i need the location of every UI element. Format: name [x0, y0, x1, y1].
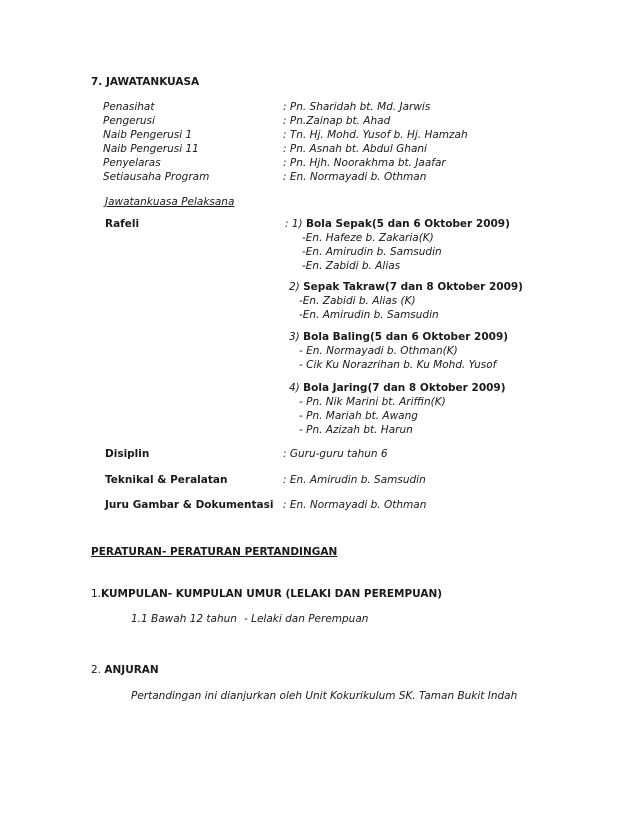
- event-title: Bola Jaring(7 dan 8 Oktober 2009): [303, 382, 506, 394]
- section-heading: 7. JAWATANKUASA: [91, 76, 200, 88]
- rule-number: 1.: [91, 588, 102, 600]
- event-member: - Cik Ku Norazrihan b. Ku Mohd. Yusof: [299, 359, 497, 371]
- event-item: [285, 218, 510, 231]
- committee-role: Disiplin: [105, 448, 150, 460]
- event-member: -En. Amirudin b. Samsudin: [299, 309, 439, 321]
- section-heading-peraturan: PERATURAN- PERATURAN PERTANDINGAN: [91, 546, 338, 558]
- officer-name: : Pn. Sharidah bt. Md. Jarwis: [283, 101, 431, 113]
- event-item: [289, 382, 506, 395]
- subheading-pelaksana: Jawatankuasa Pelaksana: [105, 196, 235, 208]
- officer-role: Penasihat: [103, 101, 155, 113]
- rule-text: Pertandingan ini dianjurkan oleh Unit Kokurikulum SK. Taman Bukit Indah: [131, 690, 518, 702]
- event-item: [289, 281, 523, 294]
- rule-number: 2.: [91, 664, 102, 676]
- event-number: : 1): [285, 218, 303, 230]
- event-member: -En. Hafeze b. Zakaria(K): [302, 232, 434, 244]
- event-number: 2): [289, 281, 300, 293]
- officer-role: Naib Pengerusi 1: [103, 129, 193, 141]
- committee-member: : Guru-guru tahun 6: [283, 448, 388, 460]
- event-member: -En. Amirudin b. Samsudin: [302, 246, 442, 258]
- rule-item: [91, 664, 159, 677]
- rule-item: [91, 588, 442, 601]
- committee-member: : En. Amirudin b. Samsudin: [283, 474, 426, 486]
- officer-role: Pengerusi: [103, 115, 155, 127]
- event-member: - En. Normayadi b. Othman(K): [299, 345, 458, 357]
- officer-name: : En. Normayadi b. Othman: [283, 171, 427, 183]
- event-member: -En. Zabidi b. Alias (K): [299, 295, 416, 307]
- rule-subitem: 1.1 Bawah 12 tahun: [131, 613, 237, 625]
- event-member: - Pn. Nik Marini bt. Ariffin(K): [299, 396, 446, 408]
- event-title: Sepak Takraw(7 dan 8 Oktober 2009): [303, 281, 523, 293]
- officer-role: Setiausaha Program: [103, 171, 210, 183]
- officer-role: Naib Pengerusi 11: [103, 143, 199, 155]
- event-number: 4): [289, 382, 300, 394]
- rule-title: KUMPULAN- KUMPULAN UMUR (LELAKI DAN PEREMPUAN): [101, 588, 443, 600]
- committee-member: : En. Normayadi b. Othman: [283, 499, 427, 511]
- event-member: -En. Zabidi b. Alias: [302, 260, 401, 272]
- officer-name: : Pn. Hjh. Noorakhma bt. Jaafar: [283, 157, 446, 169]
- event-title: Bola Baling(5 dan 6 Oktober 2009): [303, 331, 509, 343]
- officer-name: : Pn.Zainap bt. Ahad: [283, 115, 391, 127]
- rule-title: ANJURAN: [104, 664, 159, 676]
- event-item: [289, 331, 508, 344]
- event-member: - Pn. Azizah bt. Harun: [299, 424, 413, 436]
- event-member: - Pn. Mariah bt. Awang: [299, 410, 418, 422]
- officer-name: : Pn. Asnah bt. Abdul Ghani: [283, 143, 427, 155]
- officer-name: : Tn. Hj. Mohd. Yusof b. Hj. Hamzah: [283, 129, 468, 141]
- committee-role: Juru Gambar & Dokumentasi: [105, 499, 274, 511]
- committee-role: Teknikal & Peralatan: [105, 474, 228, 486]
- rule-subitem-value: - Lelaki dan Perempuan: [244, 613, 369, 625]
- rafeli-label: Rafeli: [105, 218, 140, 230]
- event-title: Bola Sepak(5 dan 6 Oktober 2009): [306, 218, 510, 230]
- officer-role: Penyelaras: [103, 157, 161, 169]
- event-number: 3): [289, 331, 300, 343]
